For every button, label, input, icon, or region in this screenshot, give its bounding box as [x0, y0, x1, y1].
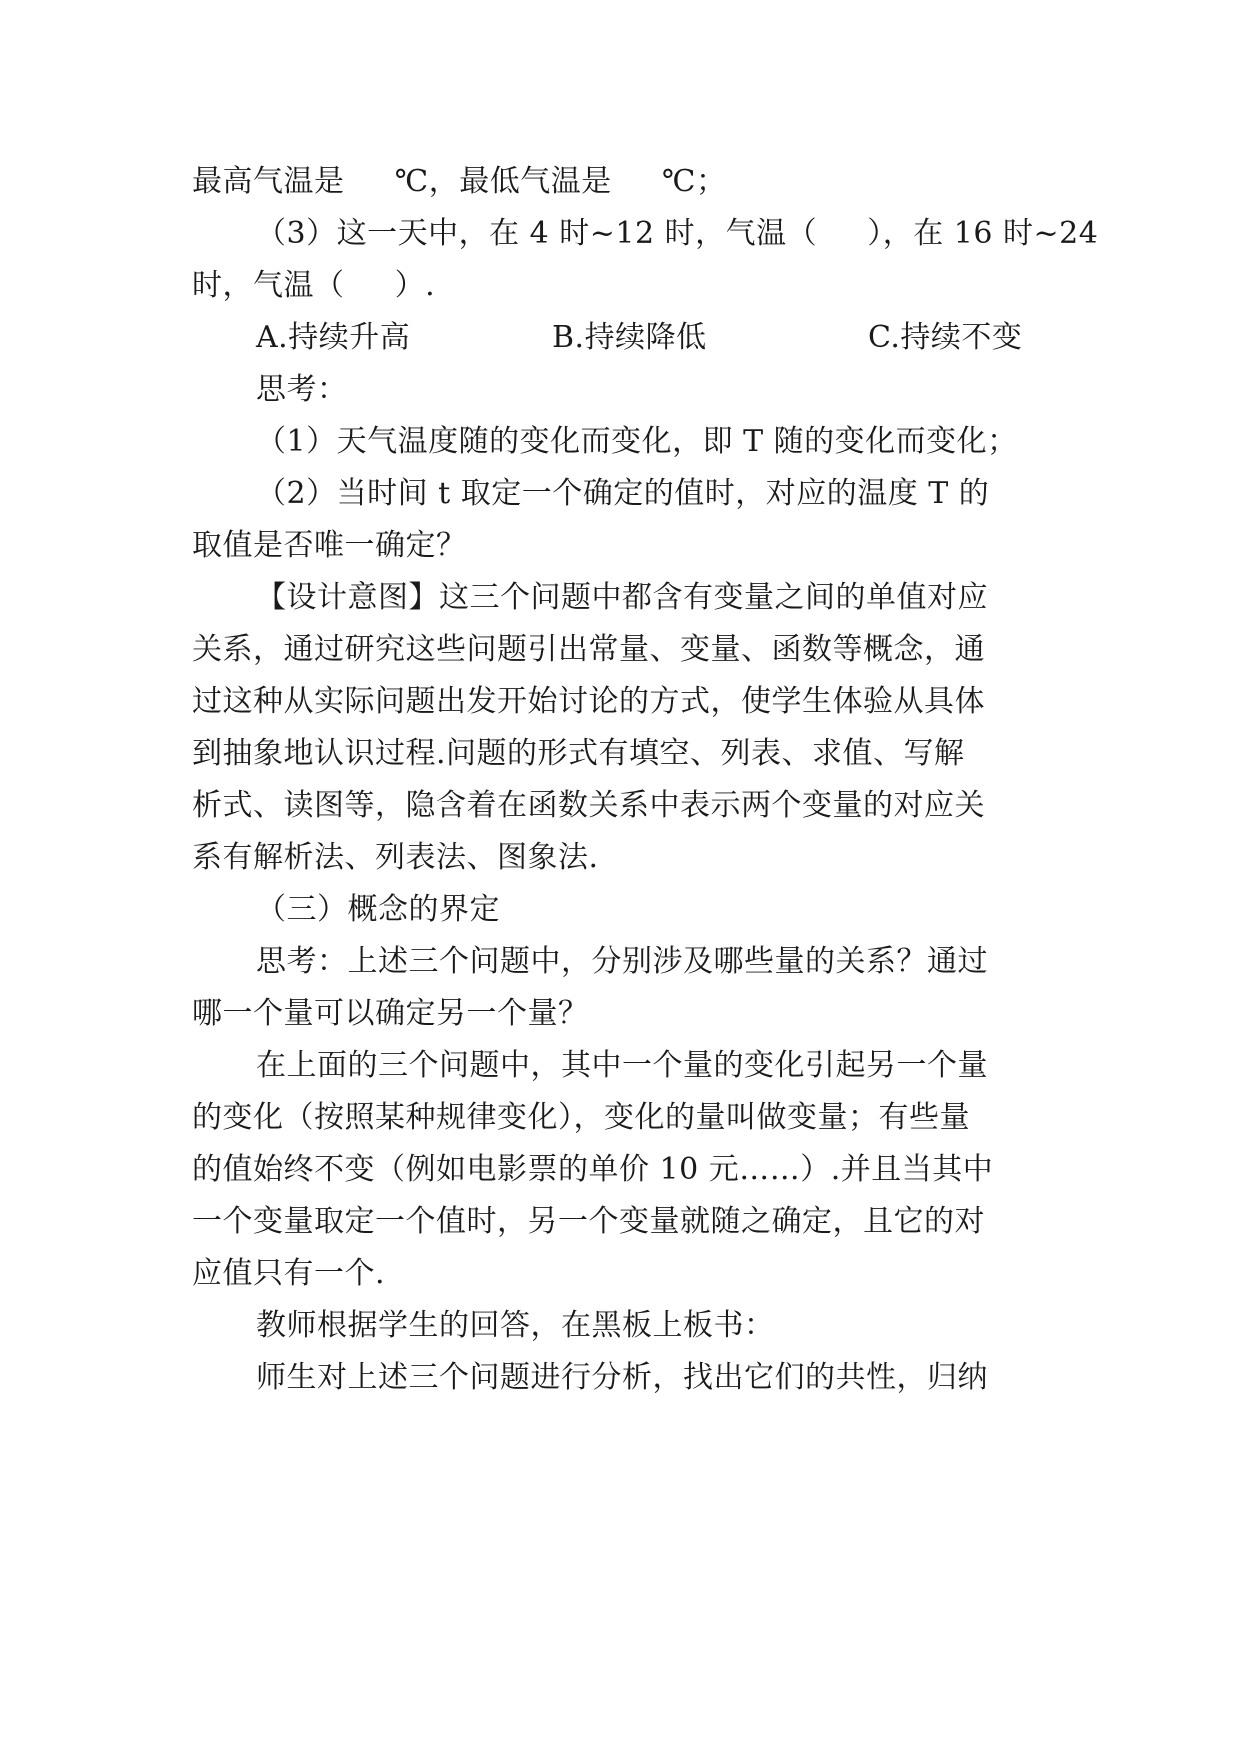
text-line: 时，气温（ ）.	[192, 268, 436, 303]
text-line: 哪一个量可以确定另一个量？	[192, 996, 589, 1031]
text-line: 的变化（按照某种规律变化），变化的量叫做变量；有些量	[192, 1100, 970, 1135]
text-line: 应值只有一个.	[192, 1256, 386, 1291]
text-line: 思考：上述三个问题中，分别涉及哪些量的关系？通过	[256, 944, 988, 979]
text-line: （1）天气温度随的变化而变化，即 T 随的变化而变化；	[256, 424, 1018, 459]
text-line: 思考：	[256, 372, 348, 407]
text-line: 在上面的三个问题中，其中一个量的变化引起另一个量	[256, 1048, 988, 1083]
option-b: B.持续降低	[552, 320, 707, 355]
text-line: 取值是否唯一确定？	[192, 528, 467, 563]
text-line: （2）当时间 t 取定一个确定的值时，对应的温度 T 的	[256, 476, 990, 511]
option-c: C.持续不变	[868, 320, 1023, 355]
text-line: 系有解析法、列表法、图象法.	[192, 840, 599, 875]
text-line: 到抽象地认识过程.问题的形式有填空、列表、求值、写解	[192, 736, 965, 771]
text-line: （3）这一天中，在 4 时~12 时，气温（ ），在 16 时~24	[256, 216, 1099, 251]
text-line: 过这种从实际问题出发开始讨论的方式，使学生体验从具体	[192, 684, 985, 719]
option-a: A.持续升高	[256, 320, 411, 355]
text-line: 【设计意图】这三个问题中都含有变量之间的单值对应	[256, 580, 988, 615]
text-line: 一个变量取定一个值时，另一个变量就随之确定，且它的对	[192, 1204, 985, 1239]
text-line: 的值始终不变（例如电影票的单价 10 元……）.并且当其中	[192, 1152, 994, 1187]
text-line: 师生对上述三个问题进行分析，找出它们的共性，归纳	[256, 1360, 988, 1395]
text-line: 析式、读图等，隐含着在函数关系中表示两个变量的对应关	[192, 788, 985, 823]
text-line: 关系，通过研究这些问题引出常量、变量、函数等概念，通	[192, 632, 985, 667]
section-heading: （三）概念的界定	[256, 892, 500, 927]
text-line: 最高气温是 ℃，最低气温是 ℃；	[192, 164, 727, 199]
text-line: 教师根据学生的回答，在黑板上板书：	[256, 1308, 775, 1343]
